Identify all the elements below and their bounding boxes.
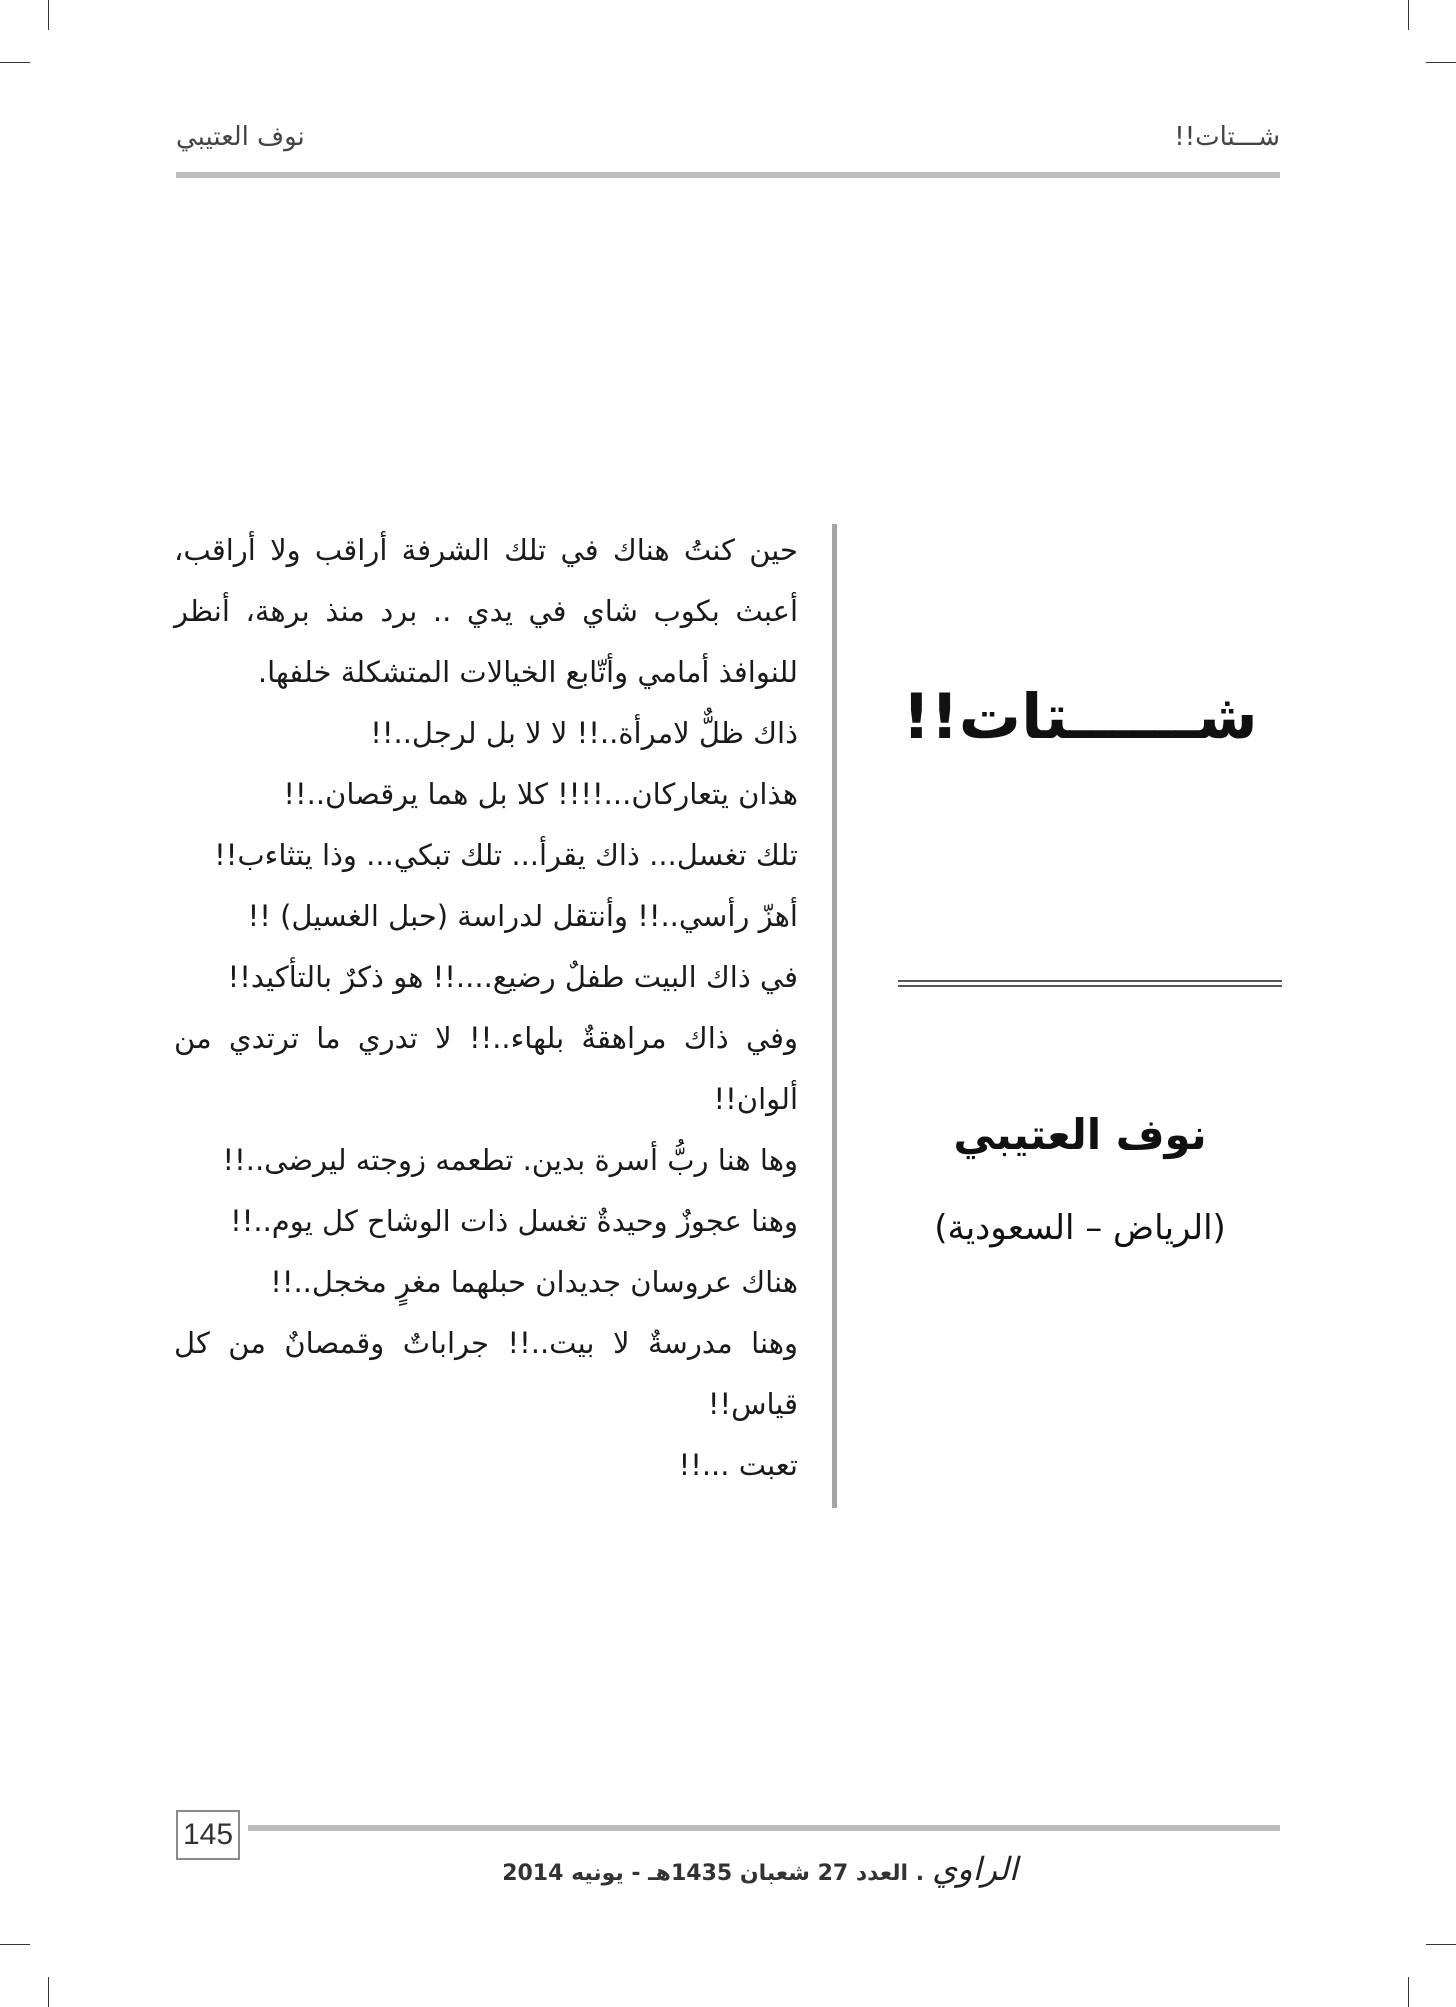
footer-issue-line (480, 1850, 1040, 1890)
crop-mark (0, 1944, 30, 1945)
poem-title: شــــــتات!! (902, 680, 1258, 753)
running-header (176, 118, 1280, 168)
crop-mark (48, 1977, 49, 2007)
poem-paragraph: وفي ذاك مراهقةٌ بلهاء..!! لا تدري ما ترتدي من ألوان!! (174, 1021, 798, 1116)
poem-paragraph: هناك عروسان جديدان حبلهما مغرٍ مخجل..!! (270, 1265, 798, 1299)
poem-paragraph: وهنا عجوزٌ وحيدةٌ تغسل ذات الوشاح كل يوم..!! (230, 1204, 798, 1238)
journal-logo: الراوي (932, 1850, 1018, 1888)
crop-mark (1426, 62, 1456, 63)
running-header-author: نوف العتيبي (176, 122, 305, 152)
column-divider (832, 524, 837, 1508)
footer-rule (248, 1825, 1280, 1831)
crop-mark (1426, 1944, 1456, 1945)
poem-paragraph: تعبت ...!! (678, 1448, 798, 1482)
poem-paragraph: وهنا مدرسةٌ لا بيت..!! جراباتٌ وقمصانٌ من كل قياس!! (174, 1326, 798, 1421)
title-separator (898, 980, 1282, 987)
author-location: (الرياض – السعودية) (934, 1208, 1226, 1248)
crop-mark (48, 0, 49, 30)
poem-paragraph: وها هنا ربُّ أسرة بدين. تطعمه زوجته ليرضى..!! (222, 1143, 798, 1177)
poem-paragraph: حين كنتُ هناك في تلك الشرفة أراقب ولا أراقب، أعبث بكوب شاي في يدي .. برد منذ برهة، أنظر للنوافذ أمامي وأتّابع الخيالات المتشكلة خلفها. (174, 533, 798, 689)
author-name: نوف العتيبي (953, 1110, 1207, 1159)
header-rule (176, 172, 1280, 178)
running-header-title: شـــتات!! (1174, 122, 1280, 152)
crop-mark (1408, 1977, 1409, 2007)
poem-body (174, 520, 798, 1496)
crop-mark (0, 62, 30, 63)
poem-paragraph: أهزّ رأسي..!! وأنتقل لدراسة (حبل الغسيل) !! (247, 899, 798, 933)
poem-paragraph: هذان يتعاركان...!!!! كلا بل هما يرقصان..!! (283, 777, 798, 811)
poem-paragraph: ذاك ظلٌّ لامرأة..!! لا لا بل لرجل..!! (370, 716, 798, 750)
poem-paragraph: تلك تغسل... ذاك يقرأ... تلك تبكي... وذا يتثاءب!! (214, 838, 798, 872)
crop-mark (1408, 0, 1409, 30)
poem-paragraph: في ذاك البيت طفلٌ رضيع....!! هو ذكرٌ بالتأكيد!! (227, 960, 798, 994)
issue-info: . العدد 27 شعبان 1435هـ - يونيه 2014 (502, 1861, 925, 1886)
page-number: 145 (176, 1810, 240, 1860)
